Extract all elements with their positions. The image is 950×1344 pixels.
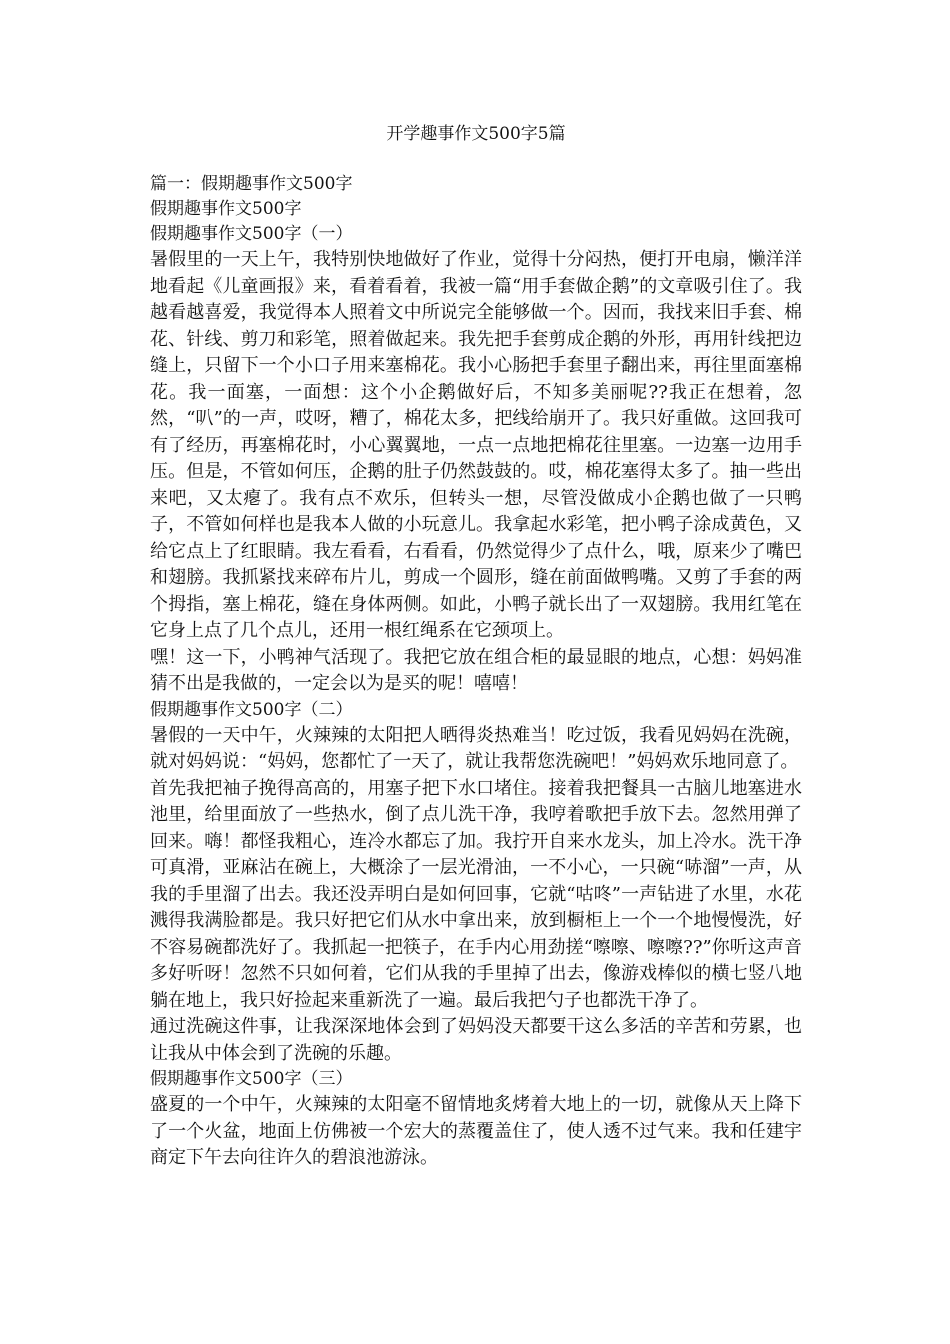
part-2-paragraph-3: 通过洗碗这件事，让我深深地体会到了妈妈没天都要干这么多活的辛苦和劳累，也让我从中体会到了洗碗的乐趣。	[150, 1016, 802, 1064]
part-3-paragraph-1: 盛夏的一个中午，火辣辣的太阳毫不留情地炙烤着大地上的一切，就像从天上降下了一个火盆，地面上仿佛被一个宏大的蒸覆盖住了，使人透不过气来。我和任建宇商定下午去向往许久的碧浪池游泳。	[150, 1094, 802, 1168]
document-page	[150, 122, 802, 1172]
part-1-heading: 假期趣事作文500字（一）	[150, 224, 353, 244]
section-heading: 篇一：假期趣事作文500字	[150, 174, 353, 194]
subheading: 假期趣事作文500字	[150, 199, 302, 219]
part-2-paragraph-2: 首先我把袖子挽得高高的，用塞子把下水口堵住。接着我把餐具一古脑儿地塞进水池里，给里面放了一些热水，倒了点儿洗干净，我哼着歌把手放下去。忽然用弹了回来。嗨！都怪我粗心，连冷水都忘了加。我拧开自来水龙头，加上冷水。洗干净可真滑，亚麻沾在碗上，大概涂了一层光滑油，一不小心，一只碗“哧溜”一声，从我的手里溜了出去。我还没弄明白是如何回事，它就“咕咚”一声钻进了水里，水花溅得我满脸都是。我只好把它们从水中拿出来，放到橱柜上一个一个地慢慢洗，好不容易碗都洗好了。我抓起一把筷子，在手内心用劲搓“嚓嚓、嚓嚓??”你听这声音多好听呀！忽然不只如何着，它们从我的手里掉了出去，像游戏棒似的横七竖八地躺在地上，我只好捡起来重新洗了一遍。最后我把勺子也都洗干净了。	[150, 777, 802, 1011]
part-3-heading: 假期趣事作文500字（三）	[150, 1069, 353, 1089]
part-1-paragraph-1: 暑假里的一天上午，我特别快地做好了作业，觉得十分闷热，便打开电扇，懒洋洋地看起《儿童画报》来，看着看着，我被一篇“用手套做企鹅”的文章吸引住了。我越看越喜爱，我觉得本人照着文中所说完全能够做一个。因而，我找来旧手套、棉花、针线、剪刀和彩笔，照着做起来。我先把手套剪成企鹅的外形，再用针线把边缝上，只留下一个小口子用来塞棉花。我小心肠把手套里子翻出来，再往里面塞棉花。我一面塞，一面想：这个小企鹅做好后，不知多美丽呢??我正在想着，忽然，“叭”的一声，哎呀，糟了，棉花太多，把线给崩开了。我只好重做。这回我可有了经历，再塞棉花时，小心翼翼地，一点一点地把棉花往里塞。一边塞一边用手压。但是，不管如何压，企鹅的肚子仍然鼓鼓的。哎，棉花塞得太多了。抽一些出来吧，又太瘪了。我有点不欢乐，但转头一想，尽管没做成小企鹅也做了一只鸭子，不管如何样也是我本人做的小玩意儿。我拿起水彩笔，把小鸭子涂成黄色，又给它点上了红眼睛。我左看看，右看看，仍然觉得少了点什么，哦，原来少了嘴巴和翅膀。我抓紧找来碎布片儿，剪成一个圆形，缝在前面做鸭嘴。又剪了手套的两个拇指，塞上棉花，缝在身体两侧。如此，小鸭子就长出了一双翅膀。我用红笔在它身上点了几个点儿，还用一根红绳系在它颈项上。	[150, 249, 802, 641]
part-2-heading: 假期趣事作文500字（二）	[150, 699, 353, 720]
part-1-paragraph-2: 嘿！这一下，小鸭神气活现了。我把它放在组合柜的最显眼的地点，心想：妈妈准猜不出是我做的，一定会以为是买的呢！嘻嘻！	[150, 646, 802, 694]
part-2-paragraph-1: 暑假的一天中午，火辣辣的太阳把人晒得炎热难当！吃过饭，我看见妈妈在洗碗，就对妈妈说：“妈妈，您都忙了一天了，就让我帮您洗碗吧！”妈妈欢乐地同意了。	[150, 724, 802, 772]
document-title: 开学趣事作文500字5篇	[386, 124, 566, 144]
